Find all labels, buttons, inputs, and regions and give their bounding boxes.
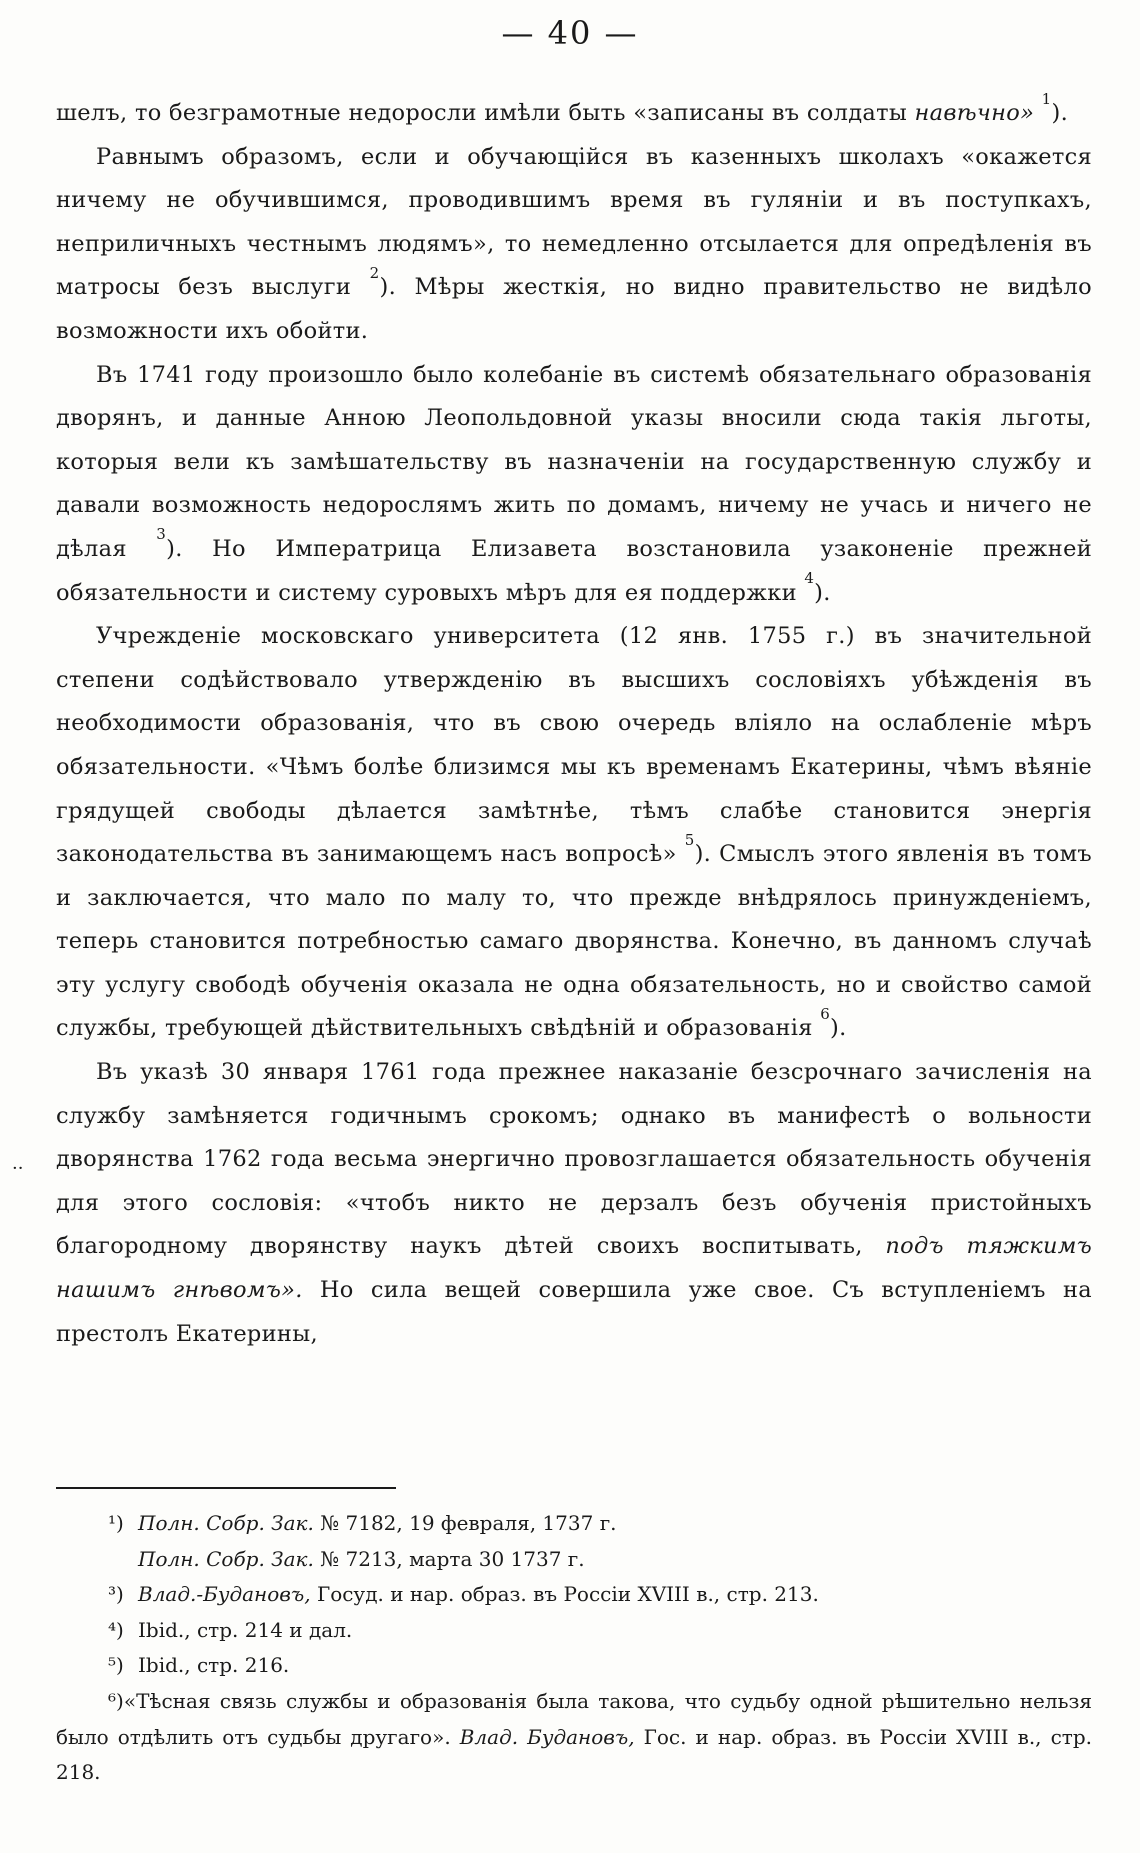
text-run: ). Но Императрица Елизавета возстановила узаконеніе прежней обязательности и систему суровыхъ мѣръ для ея поддержки — [56, 535, 1092, 606]
text-run: Но сила вещей совершила уже свое. Съ вступленіемъ на престолъ Екатерины, — [56, 1277, 1093, 1347]
footnote — [56, 1648, 1092, 1684]
main-text — [56, 89, 1093, 1356]
text-run: № 7182, 19 февраля, 1737 г. — [313, 1511, 617, 1535]
footnote — [56, 1684, 1092, 1791]
italic-text: Влад.-Будановъ, — [138, 1582, 311, 1607]
text-run: Ibid., стр. 214 и дал. — [138, 1617, 353, 1642]
text-run — [1034, 100, 1041, 126]
italic-text: Полн. Собр. Зак. — [138, 1546, 314, 1571]
page-number: — 40 — — [501, 14, 639, 52]
footnote-mark: ⁴) — [108, 1617, 124, 1642]
footnote-separator — [56, 1487, 396, 1489]
italic-text: навѣчно» — [914, 100, 1035, 126]
text-run: ). — [1051, 100, 1069, 126]
text-run: № 7213, марта 30 1737 г. — [313, 1546, 585, 1571]
italic-text: Влад. Будановъ, — [459, 1724, 635, 1749]
text-run: Гос. и нар. образ. въ Россіи XVIII в., стр. 218. — [56, 1724, 1093, 1785]
footnote-mark: ⁵) — [108, 1653, 124, 1678]
paragraph — [56, 354, 1092, 616]
footnote-reference: 2 — [369, 263, 380, 282]
paragraph — [56, 89, 1092, 136]
text-run: шелъ, то безграмотные недоросли имѣли быть «записаны въ солдаты — [56, 100, 915, 126]
paragraph — [56, 1051, 1092, 1356]
text-run: ). Мѣры жесткія, но видно правительство не видѣло возможности ихъ обойти. — [56, 274, 1092, 344]
text-run: Въ 1741 году произошло было колебаніе въ системѣ обязательнаго образованія дворянъ, и данные Анною Леопольдовной указы вносили сюда такія льготы, которыя вели къ замѣшательству въ назначеніи на государственную службу и давали возможность недорослямъ жить по домамъ, ничему не учась и ничего не дѣлая — [56, 361, 1092, 562]
text-run: Равнымъ образомъ, если и обучающійся въ казенныхъ школахъ «окажется ничему не обучившимся, проводившимъ время въ гуляніи и въ поступкахъ, неприличныхъ честнымъ людямъ», то немедленно отсылается для опредѣленія въ матросы безъ выслуги — [56, 143, 1092, 301]
paragraph — [56, 136, 1092, 354]
text-run: Въ указѣ 30 января 1761 года прежнее наказаніе безсрочнаго зачисленія на службу замѣняется годичнымъ срокомъ; однако въ манифестѣ о вольности дворянства 1762 года весьма энергично провозглашается обязательность обученія для этого сословія: «чтобъ никто не дерзалъ безъ обученія пристойныхъ благородному дворянству наукъ дѣтей своихъ воспитывать, — [56, 1059, 1092, 1260]
text-run: ). — [814, 579, 831, 606]
margin-dots: ·· — [12, 1158, 24, 1179]
footnote-mark: ¹) — [108, 1511, 124, 1535]
footnote — [56, 1542, 1092, 1578]
footnote — [56, 1506, 1092, 1542]
italic-text: Полн. Собр. Зак. — [138, 1511, 314, 1535]
text-run: «Тѣсная связь службы и образованія была такова, что судьбу одной рѣшительно нельзя было отдѣлить отъ судьбы другаго». — [56, 1688, 1092, 1749]
footnote — [56, 1577, 1092, 1613]
text-run: Госуд. и нар. образ. въ Россіи XVIII в., стр. 213. — [310, 1582, 819, 1607]
text-run: Ibid., стр. 216. — [138, 1653, 290, 1678]
footnote-reference: 3 — [156, 525, 167, 544]
text-run: ). Смыслъ этого явленія въ томъ и заключается, что мало по малу то, что прежде внѣдрялось принужденіемъ, теперь становится потребностью самаго дворянства. Конечно, въ данномъ случаѣ эту услугу свободѣ обученія оказала не одна обязательность, но и свойство самой службы, требующей дѣйствительныхъ свѣдѣній и образованія — [56, 841, 1092, 1042]
footnote-mark: ⁶) — [108, 1688, 124, 1713]
footnote-reference: 6 — [820, 1004, 831, 1023]
footnote-mark: ³) — [108, 1582, 124, 1607]
footnote-reference: 4 — [804, 569, 815, 588]
text-run: ). — [830, 1015, 847, 1042]
footnote — [56, 1613, 1092, 1649]
footnote-reference: 1 — [1041, 89, 1052, 108]
paragraph — [56, 615, 1092, 1051]
italic-text: подъ тяжкимъ нашимъ гнѣвомъ». — [56, 1233, 1092, 1304]
text-run: Учрежденіе московскаго университета (12 янв. 1755 г.) въ значительной степени содѣйствовало утвержденію въ высшихъ сословіяхъ убѣжденія въ необходимости образованія, что въ свою очередь вліяло на ослабленіе мѣръ обязательности. «Чѣмъ болѣе близимся мы къ временамъ Екатерины, чѣмъ вѣяніе грядущей свободы дѣлается замѣтнѣе, тѣмъ слабѣе становится энергія законодательства въ занимающемъ насъ вопросѣ» — [56, 623, 1092, 868]
footnote-reference: 5 — [684, 830, 695, 849]
footnotes — [56, 1506, 1092, 1791]
